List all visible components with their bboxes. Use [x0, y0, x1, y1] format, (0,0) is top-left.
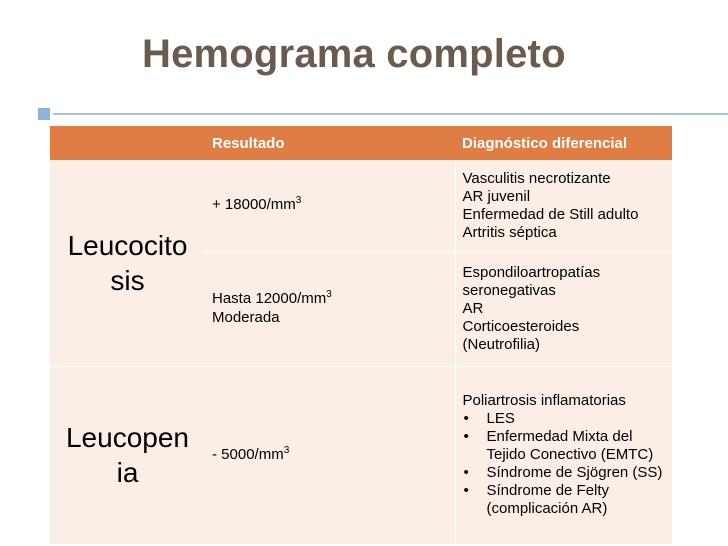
hemogram-table	[50, 126, 672, 544]
header-differential: Diagnóstico diferencial	[455, 126, 672, 160]
differential-bullet-list	[463, 410, 669, 518]
slide-title: Hemograma completo	[142, 32, 566, 76]
result-value: Hasta 12000/mm	[212, 290, 327, 308]
differential-bullet: • Síndrome de Sjögren (SS)	[463, 464, 669, 482]
differential-item: Vasculitis necrotizante	[462, 169, 611, 187]
divider-square	[38, 108, 50, 120]
row-label-leucopenia	[50, 366, 205, 544]
differential-item: AR	[462, 300, 484, 317]
label-line: sis	[110, 264, 145, 296]
result-cell	[205, 160, 455, 252]
differential-item: Espondiloartropatías seronegativas	[462, 264, 601, 299]
differential-item: AR juvenil	[462, 187, 531, 205]
result-qualifier: Moderada	[212, 309, 280, 326]
result-exponent: 3	[283, 444, 290, 456]
differential-bullet: • Enfermedad Mixta del Tejido Conectivo (EMTC)	[463, 428, 669, 464]
differential-cell	[455, 252, 672, 366]
label-line: ia	[116, 457, 139, 489]
result-cell	[205, 366, 455, 544]
differential-item: Artritis séptica	[462, 223, 557, 241]
result-cell	[205, 252, 455, 366]
table-header-row	[50, 126, 672, 160]
header-result: Resultado	[205, 126, 455, 160]
differential-item: Enfermedad de Still adulto	[462, 205, 639, 223]
result-exponent: 3	[326, 289, 332, 301]
result-value: - 5000/mm	[212, 445, 284, 463]
differential-intro: Poliartrosis inflamatorias	[462, 392, 626, 410]
differential-item: Corticoesteroides	[462, 318, 580, 335]
table-row	[50, 366, 672, 544]
table-row	[50, 160, 672, 252]
divider-line	[53, 113, 728, 115]
header-empty	[50, 126, 205, 160]
label-line: Leucopen	[65, 422, 189, 454]
label-line: Leucocito	[67, 229, 188, 261]
differential-cell	[455, 366, 672, 544]
differential-cell	[455, 160, 672, 252]
differential-bullet: • LES	[463, 410, 669, 428]
result-exponent: 3	[295, 195, 302, 207]
title-divider	[0, 108, 728, 120]
row-label-leucocitosis	[50, 160, 205, 366]
differential-item: (Neutrofilia)	[462, 336, 541, 353]
result-value: + 18000/mm	[212, 196, 296, 214]
differential-bullet: • Síndrome de Felty (complicación AR)	[463, 482, 669, 518]
